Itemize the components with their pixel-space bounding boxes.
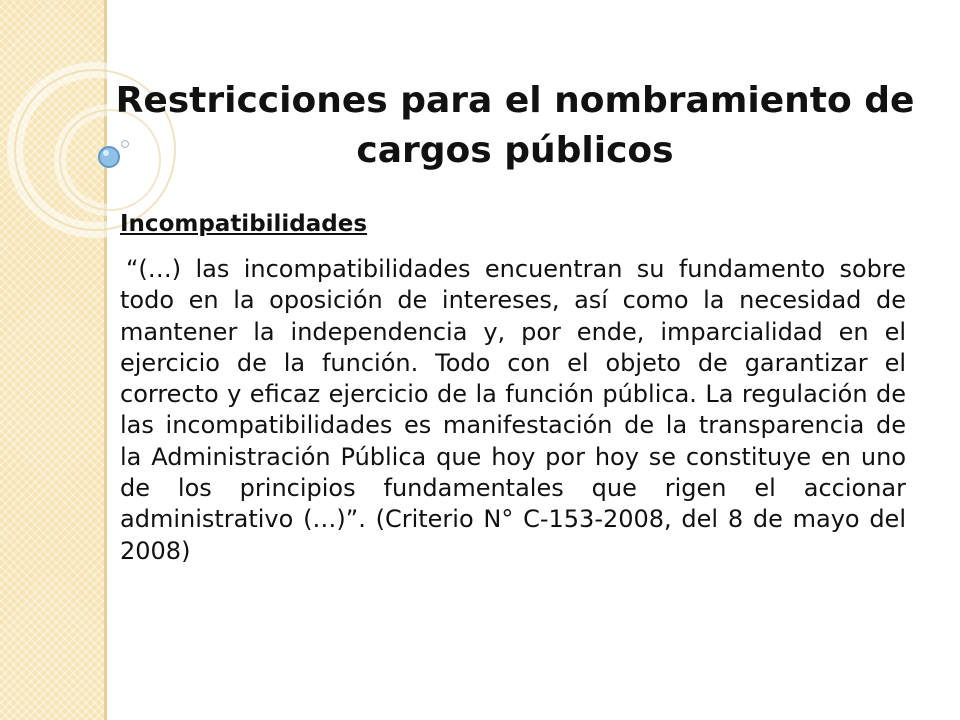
- section-subheading: Incompatibilidades: [120, 211, 368, 237]
- quote-body: [120, 254, 906, 567]
- quote-text: “(…) las incompatibilidades encuentran su fundamento sobre todo en la oposición de intereses, así como la necesidad de mantener la independencia y, por ende, imparcialidad en el ejercicio de la función. Todo con el objeto de garantizar el correcto y eficaz ejercicio de la función pública. La regulación de las incompatibilidades es manifestación de la transparencia de la Administración Pública que hoy por hoy se constituye en uno de los principios fundamentales que rigen el accionar administrativo (…)”. (Criterio N° C-153-2008, del 8 de mayo del 2008): [120, 255, 906, 565]
- blue-dot-highlight-icon: [103, 150, 109, 156]
- slide-title: Restricciones para el nombramiento de cargos públicos: [115, 80, 915, 171]
